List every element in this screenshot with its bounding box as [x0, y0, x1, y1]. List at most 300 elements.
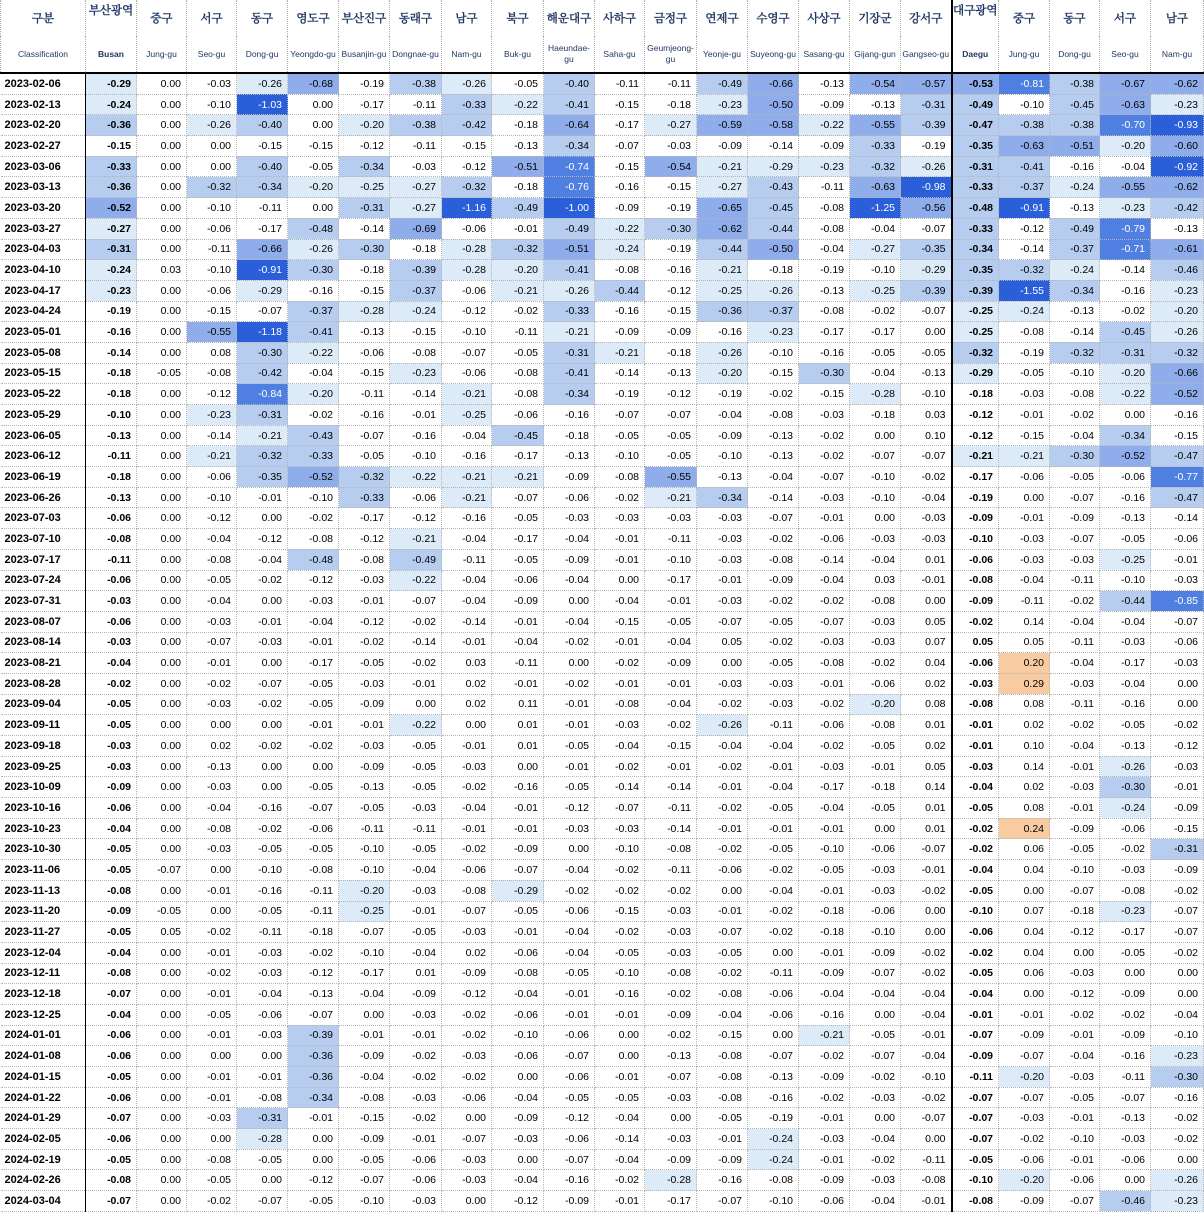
table-row: [1, 239, 1204, 260]
table-cell: -0.11: [492, 322, 544, 343]
table-cell: 0.29: [999, 673, 1050, 694]
table-cell: -0.24: [1050, 177, 1100, 198]
table-cell: -0.70: [1100, 115, 1151, 136]
table-cell: -0.02: [442, 1025, 492, 1046]
table-cell: -0.13: [1050, 301, 1100, 322]
table-cell: -0.12: [339, 611, 390, 632]
table-cell: 0.00: [288, 1129, 339, 1150]
row-date: 2023-06-12: [1, 446, 86, 467]
row-date: 2023-05-15: [1, 363, 86, 384]
table-cell: 0.00: [1100, 963, 1151, 984]
table-cell: -0.20: [1100, 363, 1151, 384]
table-cell: -0.12: [952, 405, 999, 426]
table-cell: -0.17: [799, 777, 850, 798]
table-cell: -0.12: [442, 984, 492, 1005]
table-cell: -0.05: [595, 425, 645, 446]
table-cell: -0.05: [901, 342, 952, 363]
table-cell: -0.02: [901, 963, 952, 984]
table-cell: -0.04: [799, 570, 850, 591]
table-cell: 0.00: [137, 384, 187, 405]
table-cell: 0.00: [137, 549, 187, 570]
table-cell: 0.01: [492, 736, 544, 757]
table-cell: -0.12: [442, 301, 492, 322]
table-cell: -0.21: [442, 487, 492, 508]
table-cell: -0.03: [86, 756, 137, 777]
row-date: 2023-10-16: [1, 798, 86, 819]
table-cell: 0.00: [1151, 694, 1204, 715]
table-cell: 0.00: [288, 756, 339, 777]
table-row: [1, 218, 1204, 239]
table-cell: -0.07: [442, 901, 492, 922]
table-cell: -0.02: [748, 591, 799, 612]
table-cell: 0.08: [999, 798, 1050, 819]
column-header-en: Yeongdo-gu: [288, 36, 339, 73]
table-cell: -0.03: [697, 529, 748, 550]
table-cell: -0.40: [544, 73, 595, 94]
table-cell: -0.02: [288, 405, 339, 426]
table-cell: -0.31: [544, 342, 595, 363]
table-cell: -0.05: [86, 839, 137, 860]
table-cell: -0.01: [901, 860, 952, 881]
table-cell: -0.16: [799, 342, 850, 363]
table-cell: -0.03: [339, 736, 390, 757]
table-cell: 0.00: [187, 136, 237, 157]
table-cell: 0.00: [999, 487, 1050, 508]
table-cell: -0.09: [544, 1191, 595, 1212]
table-cell: -0.06: [187, 218, 237, 239]
table-cell: 0.00: [237, 591, 288, 612]
table-cell: -0.05: [850, 798, 901, 819]
table-cell: -0.49: [544, 218, 595, 239]
table-cell: -0.19: [799, 260, 850, 281]
table-cell: -0.65: [697, 198, 748, 219]
table-cell: -0.04: [901, 487, 952, 508]
table-cell: -0.84: [237, 384, 288, 405]
column-header-en: Gangseo-gu: [901, 36, 952, 73]
table-cell: -0.16: [86, 322, 137, 343]
column-header-en: Dongnae-gu: [390, 36, 442, 73]
row-date: 2023-02-20: [1, 115, 86, 136]
table-cell: -0.09: [595, 198, 645, 219]
table-cell: -0.02: [595, 1170, 645, 1191]
row-date: 2023-08-14: [1, 632, 86, 653]
table-cell: -0.07: [595, 798, 645, 819]
table-cell: 0.00: [288, 115, 339, 136]
table-cell: -0.07: [901, 839, 952, 860]
table-cell: -0.05: [288, 156, 339, 177]
table-cell: 0.00: [237, 756, 288, 777]
table-cell: -0.05: [1050, 467, 1100, 488]
table-cell: -0.06: [1100, 1149, 1151, 1170]
table-cell: -0.12: [1050, 984, 1100, 1005]
table-cell: -0.05: [339, 1149, 390, 1170]
table-cell: -0.30: [645, 218, 697, 239]
table-cell: -0.09: [492, 839, 544, 860]
table-cell: -0.01: [492, 818, 544, 839]
table-cell: -0.35: [901, 239, 952, 260]
table-cell: -0.52: [1151, 384, 1204, 405]
table-cell: -0.04: [901, 984, 952, 1005]
table-cell: -0.12: [442, 156, 492, 177]
table-cell: -0.02: [952, 818, 999, 839]
column-header-ko: 수영구: [748, 0, 799, 36]
table-cell: -0.30: [339, 239, 390, 260]
table-cell: -0.09: [645, 322, 697, 343]
table-cell: -0.12: [339, 136, 390, 157]
table-cell: -0.10: [595, 963, 645, 984]
table-cell: -0.03: [339, 673, 390, 694]
table-cell: -0.02: [595, 653, 645, 674]
table-cell: -0.02: [645, 1025, 697, 1046]
table-cell: -0.02: [544, 880, 595, 901]
table-cell: 0.14: [901, 777, 952, 798]
table-cell: -0.12: [1151, 736, 1204, 757]
table-cell: -0.03: [999, 1108, 1050, 1129]
table-cell: -0.20: [850, 694, 901, 715]
table-cell: -0.03: [187, 1108, 237, 1129]
table-cell: -0.01: [187, 1067, 237, 1088]
table-cell: -0.15: [595, 94, 645, 115]
table-cell: -0.10: [339, 942, 390, 963]
table-cell: -0.08: [595, 467, 645, 488]
table-cell: 0.00: [288, 198, 339, 219]
table-cell: -0.13: [339, 322, 390, 343]
table-cell: -0.04: [288, 611, 339, 632]
table-cell: -0.06: [492, 942, 544, 963]
table-cell: -0.19: [697, 384, 748, 405]
table-cell: -0.04: [544, 529, 595, 550]
table-cell: -0.30: [1100, 777, 1151, 798]
table-cell: -0.14: [645, 777, 697, 798]
table-cell: -0.26: [1151, 1170, 1204, 1191]
table-cell: -0.55: [850, 115, 901, 136]
table-cell: -0.03: [697, 673, 748, 694]
table-cell: -0.08: [86, 963, 137, 984]
table-cell: 0.00: [137, 218, 187, 239]
table-cell: -0.59: [697, 115, 748, 136]
table-cell: -0.03: [595, 715, 645, 736]
table-cell: -0.18: [645, 342, 697, 363]
table-cell: -0.09: [645, 653, 697, 674]
table-cell: -0.25: [339, 901, 390, 922]
table-cell: -0.16: [339, 405, 390, 426]
table-cell: -0.20: [999, 1170, 1050, 1191]
table-cell: -0.05: [137, 363, 187, 384]
table-cell: -0.17: [339, 94, 390, 115]
column-header-ko: 해운대구: [544, 0, 595, 36]
table-cell: -0.04: [1151, 1004, 1204, 1025]
table-cell: -0.21: [595, 342, 645, 363]
table-cell: -0.15: [339, 363, 390, 384]
table-cell: -0.08: [799, 653, 850, 674]
table-cell: -0.13: [1100, 508, 1151, 529]
column-header-ko: 동구: [237, 0, 288, 36]
table-cell: -0.10: [697, 446, 748, 467]
table-cell: -0.03: [442, 756, 492, 777]
table-cell: -0.08: [999, 322, 1050, 343]
table-cell: -0.06: [492, 570, 544, 591]
table-cell: 0.00: [137, 467, 187, 488]
table-cell: -0.04: [187, 798, 237, 819]
table-cell: -0.03: [390, 798, 442, 819]
table-cell: -0.09: [339, 1046, 390, 1067]
table-cell: -0.08: [799, 301, 850, 322]
table-cell: -0.04: [952, 860, 999, 881]
column-header-ko: 영도구: [288, 0, 339, 36]
table-cell: -0.04: [492, 984, 544, 1005]
table-cell: -0.02: [595, 487, 645, 508]
table-cell: -0.06: [544, 1067, 595, 1088]
table-cell: 0.00: [137, 673, 187, 694]
table-cell: 0.00: [137, 73, 187, 94]
table-cell: -0.05: [850, 1025, 901, 1046]
table-cell: -0.03: [390, 1004, 442, 1025]
table-cell: -0.07: [952, 1108, 999, 1129]
table-cell: -0.02: [187, 922, 237, 943]
table-cell: -0.26: [697, 342, 748, 363]
table-cell: -0.17: [850, 322, 901, 343]
table-cell: -0.42: [237, 363, 288, 384]
table-cell: -0.06: [492, 1004, 544, 1025]
table-cell: -0.08: [748, 1170, 799, 1191]
table-cell: -0.11: [442, 549, 492, 570]
table-cell: -1.55: [999, 280, 1050, 301]
table-cell: -0.15: [1151, 818, 1204, 839]
table-cell: -0.01: [442, 736, 492, 757]
table-cell: -0.63: [1100, 94, 1151, 115]
table-cell: -0.46: [1100, 1191, 1151, 1212]
table-cell: -0.19: [952, 487, 999, 508]
table-cell: -0.19: [999, 342, 1050, 363]
table-cell: -0.04: [901, 1046, 952, 1067]
table-cell: -0.21: [697, 156, 748, 177]
table-row: [1, 860, 1204, 881]
table-cell: 0.10: [901, 425, 952, 446]
table-cell: -0.05: [492, 508, 544, 529]
table-cell: -0.01: [748, 818, 799, 839]
table-cell: -0.62: [1151, 73, 1204, 94]
table-cell: -0.13: [645, 1046, 697, 1067]
table-cell: -0.04: [544, 570, 595, 591]
table-cell: -0.23: [1100, 198, 1151, 219]
row-date: 2023-02-27: [1, 136, 86, 157]
table-cell: -0.02: [1050, 591, 1100, 612]
table-cell: -0.10: [339, 839, 390, 860]
table-cell: -0.13: [339, 777, 390, 798]
table-cell: -0.07: [952, 1129, 999, 1150]
table-cell: -0.63: [999, 136, 1050, 157]
table-cell: -0.07: [697, 1191, 748, 1212]
table-cell: -0.01: [901, 1025, 952, 1046]
table-cell: -0.05: [339, 446, 390, 467]
table-cell: -0.15: [1151, 425, 1204, 446]
table-cell: -0.48: [288, 218, 339, 239]
table-cell: -0.21: [442, 467, 492, 488]
table-cell: -0.01: [288, 715, 339, 736]
table-cell: -0.21: [390, 529, 442, 550]
table-cell: -0.03: [237, 632, 288, 653]
table-cell: -0.55: [1100, 177, 1151, 198]
table-row: [1, 156, 1204, 177]
table-cell: -0.02: [187, 673, 237, 694]
table-cell: -0.17: [595, 115, 645, 136]
table-cell: 0.03: [850, 570, 901, 591]
table-cell: -0.03: [850, 1087, 901, 1108]
table-cell: -0.32: [442, 177, 492, 198]
table-cell: -0.03: [187, 611, 237, 632]
table-row: [1, 384, 1204, 405]
table-cell: -0.11: [645, 73, 697, 94]
table-cell: -0.06: [442, 218, 492, 239]
table-cell: -0.61: [1151, 239, 1204, 260]
table-cell: -0.03: [390, 880, 442, 901]
table-cell: 0.06: [999, 963, 1050, 984]
column-header-en: Jung-gu: [999, 36, 1050, 73]
table-cell: -0.10: [952, 901, 999, 922]
table-cell: -0.09: [799, 1170, 850, 1191]
table-cell: -0.11: [1100, 1067, 1151, 1088]
table-cell: -0.54: [850, 73, 901, 94]
table-cell: -0.52: [288, 467, 339, 488]
table-cell: -0.32: [187, 177, 237, 198]
table-cell: -0.05: [237, 1149, 288, 1170]
table-cell: -0.29: [86, 73, 137, 94]
table-cell: -0.09: [1050, 508, 1100, 529]
row-date: 2023-07-31: [1, 591, 86, 612]
table-cell: -0.32: [492, 239, 544, 260]
table-row: [1, 1191, 1204, 1212]
column-header-en: Yeonje-gu: [697, 36, 748, 73]
table-cell: -0.05: [952, 1149, 999, 1170]
table-row: [1, 1129, 1204, 1150]
table-cell: -0.06: [86, 798, 137, 819]
table-cell: -0.02: [748, 922, 799, 943]
table-cell: -0.16: [442, 446, 492, 467]
table-cell: -0.11: [339, 384, 390, 405]
table-cell: -0.02: [187, 963, 237, 984]
table-cell: -0.21: [442, 384, 492, 405]
table-row: [1, 508, 1204, 529]
table-cell: -0.02: [952, 839, 999, 860]
table-cell: 0.03: [137, 260, 187, 281]
table-cell: -0.15: [237, 136, 288, 157]
table-cell: 0.00: [187, 1046, 237, 1067]
row-date: 2023-06-26: [1, 487, 86, 508]
table-cell: -0.04: [544, 860, 595, 881]
table-cell: -0.08: [799, 198, 850, 219]
table-cell: -0.34: [952, 239, 999, 260]
table-cell: 0.00: [901, 322, 952, 343]
table-cell: -0.16: [595, 301, 645, 322]
table-cell: -0.05: [86, 1067, 137, 1088]
table-cell: -0.45: [748, 198, 799, 219]
table-cell: -0.07: [748, 508, 799, 529]
table-cell: -0.03: [1100, 1129, 1151, 1150]
table-cell: -0.03: [187, 694, 237, 715]
table-cell: -0.02: [697, 694, 748, 715]
table-cell: 0.05: [999, 632, 1050, 653]
table-cell: -0.05: [288, 777, 339, 798]
table-cell: -0.01: [187, 880, 237, 901]
table-cell: -0.39: [952, 280, 999, 301]
table-cell: -0.29: [901, 260, 952, 281]
table-cell: -0.09: [999, 1191, 1050, 1212]
table-body: [1, 73, 1204, 1211]
row-date: 2023-06-19: [1, 467, 86, 488]
table-cell: -0.21: [187, 446, 237, 467]
table-cell: -0.02: [901, 942, 952, 963]
table-cell: -0.01: [850, 756, 901, 777]
table-cell: -0.10: [1050, 1129, 1100, 1150]
table-cell: -0.07: [137, 860, 187, 881]
table-cell: -0.05: [952, 963, 999, 984]
table-row: [1, 963, 1204, 984]
table-cell: -0.06: [86, 570, 137, 591]
header-row-english: [1, 36, 1204, 73]
table-cell: -0.05: [390, 756, 442, 777]
table-cell: -0.09: [697, 136, 748, 157]
table-cell: -0.02: [645, 984, 697, 1005]
table-cell: -0.02: [748, 901, 799, 922]
table-cell: -0.02: [442, 777, 492, 798]
table-cell: -0.04: [544, 611, 595, 632]
table-cell: -0.01: [901, 1191, 952, 1212]
table-cell: -0.03: [748, 694, 799, 715]
table-cell: -0.02: [390, 1108, 442, 1129]
table-cell: -0.02: [850, 1149, 901, 1170]
table-cell: -0.14: [999, 239, 1050, 260]
table-cell: -0.32: [1151, 342, 1204, 363]
table-row: [1, 673, 1204, 694]
column-header-ko: 중구: [137, 0, 187, 36]
table-cell: -0.03: [442, 922, 492, 943]
table-cell: -0.04: [799, 798, 850, 819]
table-cell: -0.04: [187, 591, 237, 612]
table-cell: -0.44: [748, 218, 799, 239]
table-cell: -0.26: [1100, 756, 1151, 777]
table-cell: -0.10: [1151, 1025, 1204, 1046]
table-cell: 0.00: [492, 756, 544, 777]
table-cell: -0.38: [1050, 115, 1100, 136]
table-row: [1, 632, 1204, 653]
table-cell: -0.03: [799, 405, 850, 426]
table-cell: 0.00: [137, 942, 187, 963]
table-cell: -0.11: [237, 922, 288, 943]
header-row-korean: [1, 0, 1204, 36]
table-cell: -0.06: [442, 1087, 492, 1108]
table-row: [1, 1108, 1204, 1129]
table-cell: -0.05: [1050, 1087, 1100, 1108]
table-cell: -0.01: [799, 818, 850, 839]
table-cell: -0.05: [645, 446, 697, 467]
header-classification-en: Classification: [1, 36, 86, 73]
table-cell: -0.07: [999, 1046, 1050, 1067]
table-cell: 0.00: [1050, 942, 1100, 963]
table-cell: -0.91: [237, 260, 288, 281]
table-cell: -0.09: [544, 549, 595, 570]
table-cell: -0.23: [799, 156, 850, 177]
table-cell: -0.14: [442, 611, 492, 632]
table-cell: 0.00: [137, 777, 187, 798]
table-cell: -0.05: [645, 611, 697, 632]
table-cell: -0.04: [86, 1004, 137, 1025]
table-cell: -0.05: [187, 1170, 237, 1191]
table-cell: -0.21: [952, 446, 999, 467]
table-cell: 0.00: [697, 880, 748, 901]
table-cell: -0.32: [952, 342, 999, 363]
table-cell: -0.23: [390, 363, 442, 384]
table-cell: 0.00: [1151, 963, 1204, 984]
